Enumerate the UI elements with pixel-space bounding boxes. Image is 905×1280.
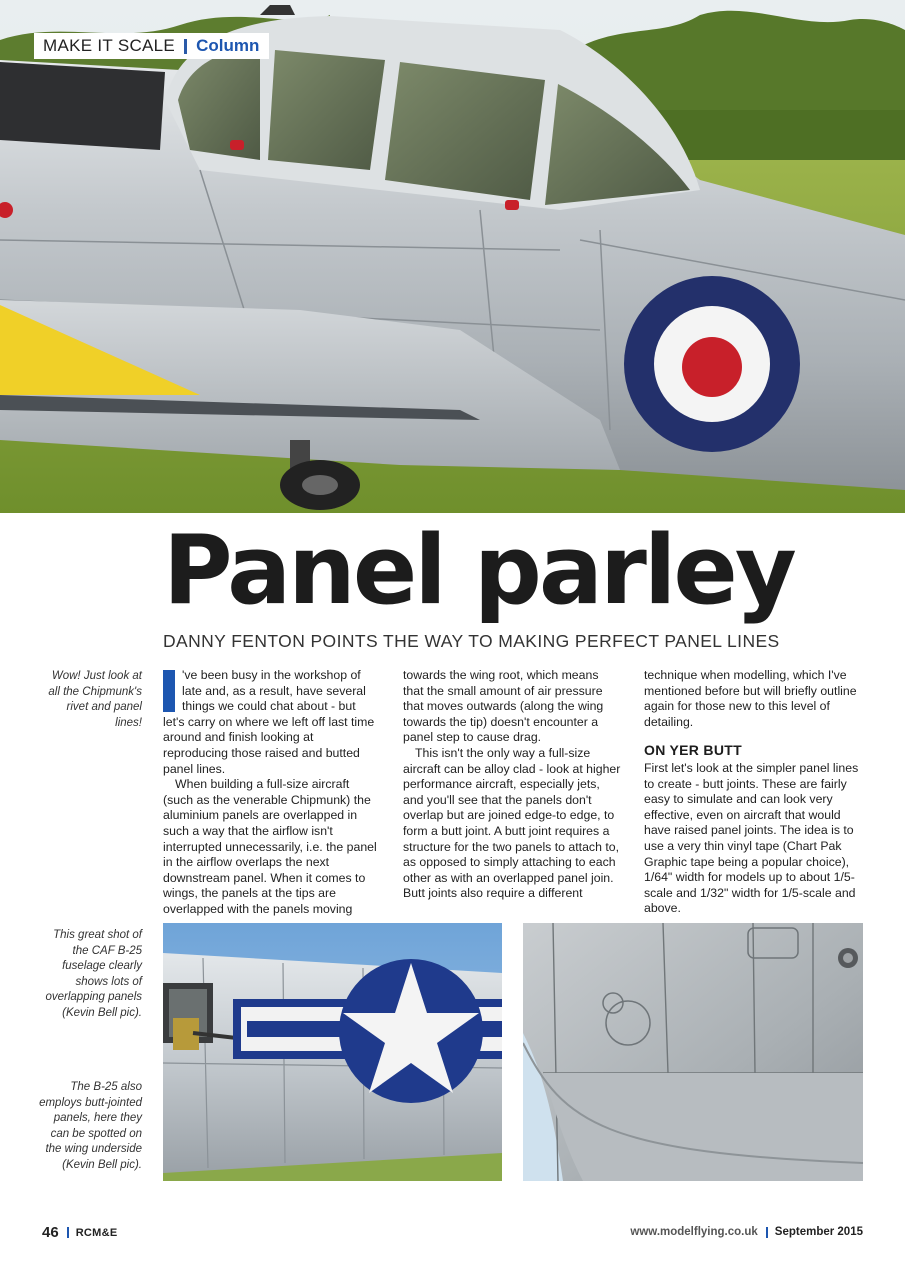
b25-wing-underside-photo bbox=[523, 923, 863, 1181]
text-column-2 bbox=[403, 668, 621, 902]
column-label: Column bbox=[196, 36, 260, 55]
caption-b25-fuselage: This great shot of the CAF B-25 fuselage clearly shows lots of overlapping panels (Kevin Bell pic). bbox=[45, 929, 142, 1019]
caption-b25-wing: The B-25 also employs butt-jointed panels, here they can be spotted on the wing underside (Kevin Bell pic). bbox=[39, 1081, 142, 1171]
paragraph: 've been busy in the workshop of late and, as a result, have several things we could chat about - but let's carry on where we left off last time around and finish looking at reproducing those raised and butted panel lines. bbox=[163, 668, 375, 776]
footer-divider bbox=[766, 1227, 768, 1238]
b25-fuselage-photo bbox=[163, 923, 502, 1181]
chipmunk-photo bbox=[0, 0, 905, 513]
paragraph: technique when modelling, which I've mentioned before but will briefly outline again for those new to this level of detailing. bbox=[644, 668, 857, 729]
paragraph: This isn't the only way a full-size aircraft can be alloy clad - look at higher performance aircraft, especially jets, and you'll see that the panels don't overlap but are joined edge-to edge, to form a butt joint. A butt joint requires a structure for the two panels to attach to, as opposed to simply attaching to each other as with an overlapped panel join. Butt joints also require a different bbox=[403, 745, 621, 901]
hero-photo bbox=[0, 0, 905, 513]
footer-left bbox=[42, 1224, 118, 1241]
text-column-3 bbox=[644, 668, 864, 917]
paragraph: When building a full-size aircraft (such as the venerable Chipmunk) the aluminium panels are overlapped in such a way that the airflow isn't interrupted unnecessarily, i.e. the panel in the airflow overlaps the next downstream panel. When it comes to wings, the panels at the tips are overlapped with the panels moving bbox=[163, 777, 377, 916]
header-divider bbox=[184, 39, 187, 54]
paragraph: towards the wing root, which means that the small amount of air pressure that moves outwards (along the wing towards the tip) doesn't encounter a panel step to cause drag. bbox=[403, 668, 604, 745]
section-header bbox=[34, 33, 269, 59]
drop-cap bbox=[163, 670, 175, 712]
paragraph: First let's look at the simpler panel lines to create - butt joints. These are fairly easy to simulate and can look very effective, even on aircraft that would have raised panel joints. The idea is to use a very thin vinyl tape (Chart Pak Graphic tape being a popular choice), 1/64" width for models up to about 1/5-scale and 1/32" width for 1/5-scale and above. bbox=[644, 760, 859, 916]
section-label: MAKE IT SCALE bbox=[43, 36, 176, 55]
issue-date: September 2015 bbox=[774, 1226, 863, 1238]
article-title: Panel parley bbox=[163, 516, 794, 626]
website-url: www.modelflying.co.uk bbox=[630, 1226, 758, 1238]
subheading: ON YER BUTT bbox=[644, 742, 742, 759]
caption-chipmunk: Wow! Just look at all the Chipmunk's rivet and panel lines! bbox=[48, 670, 142, 729]
text-column-1 bbox=[163, 668, 380, 918]
page-number: 46 bbox=[42, 1224, 59, 1241]
footer-right bbox=[630, 1226, 863, 1238]
footer-divider bbox=[67, 1227, 69, 1238]
magazine-name: RCM&E bbox=[75, 1226, 118, 1239]
article-standfirst: DANNY FENTON POINTS THE WAY TO MAKING PERFECT PANEL LINES bbox=[163, 631, 780, 651]
